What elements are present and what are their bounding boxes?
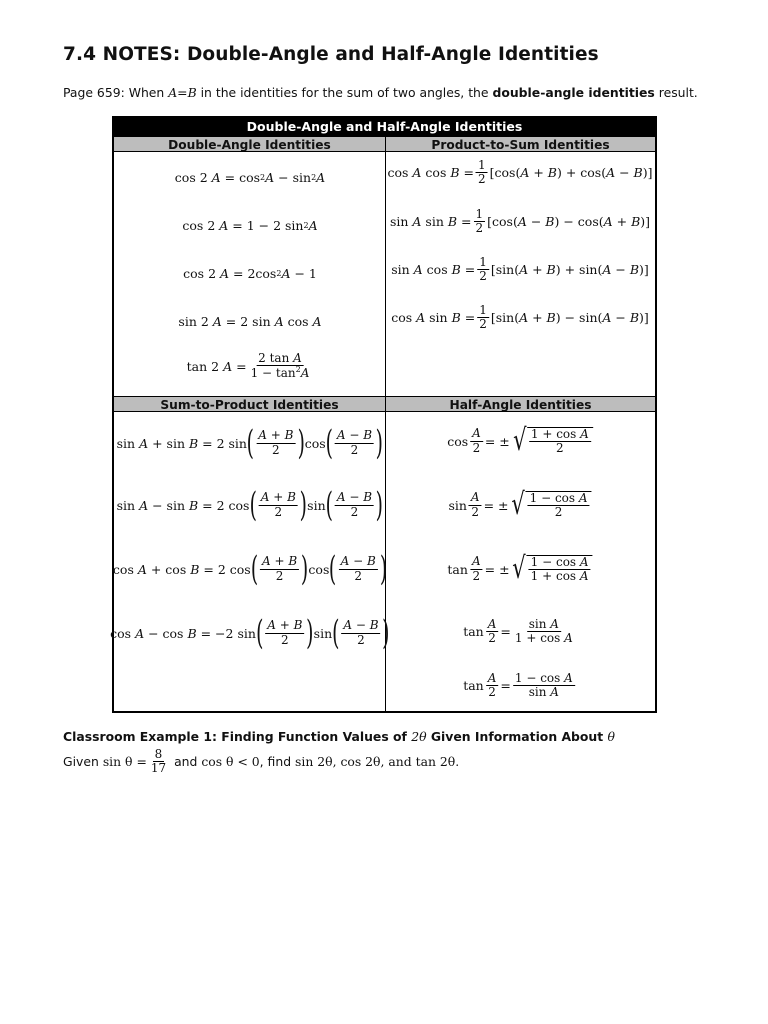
formula-sinasinb: sin A sin B = $\frac{1}{2}$ [cos( A − B ) − cos( A + B )] bbox=[389, 207, 651, 236]
page-title: 7.4 NOTES: Double-Angle and Half-Angle Identities bbox=[63, 44, 599, 65]
header-sum-to-product: Sum-to-Product Identities bbox=[114, 396, 385, 412]
formula-cos-half: cos $\frac{A}{2}$ = ± √ $\frac{\text{1 + cos A}}{2}$ bbox=[447, 426, 593, 456]
formula-sina-minus-sinb: sin A − sin B = 2 cos ( $\frac{A + B}{2}$ ) sin ( $\frac{A - B}{2}$ ) bbox=[116, 485, 384, 525]
formula-cosa-minus-cosb: cos A − cos B = −2 sin ( $\frac{A + B}{2}$ ) sin ( $\frac{A - B}{2}$ ) bbox=[110, 613, 390, 653]
example-find: , find bbox=[259, 754, 292, 770]
formula-cosacosb: cos A cos B = $\frac{1}{2}$ [cos( A + B ) + cos( A − B )] bbox=[387, 158, 653, 187]
example-cos-cond: cos θ < 0 bbox=[201, 754, 260, 770]
example-targets: sin 2θ, cos 2θ, and tan 2θ. bbox=[295, 754, 460, 770]
header-double-angle: Double-Angle Identities bbox=[114, 136, 385, 152]
example-sin-theta: sin θ = bbox=[102, 754, 147, 770]
example-title bbox=[63, 729, 615, 744]
intro-middle: in the identities for the sum of two angles, the bbox=[196, 85, 493, 100]
example-title-math: 2θ bbox=[411, 729, 427, 744]
formula-tan-half-1: tan $\frac{A}{2}$ = $\frac{\text{sin A}}{\text{1 + cos A}}$ bbox=[463, 617, 573, 646]
example-frac-den: 17 bbox=[150, 761, 167, 776]
table-title: Double-Angle and Half-Angle Identities bbox=[114, 118, 655, 136]
formula-sina-plus-sinb: sin A + sin B = 2 sin ( $\frac{A + B}{2}$ ) cos ( $\frac{A - B}{2}$ ) bbox=[116, 423, 384, 463]
intro-bold: double-angle identities bbox=[492, 85, 655, 100]
intro-paragraph bbox=[63, 85, 698, 100]
intro-eq-left: A bbox=[168, 85, 178, 100]
header-product-to-sum: Product-to-Sum Identities bbox=[386, 136, 655, 152]
formula-sin2a: sin 2 A = 2 sin A cos A bbox=[178, 314, 322, 329]
example-text bbox=[63, 748, 459, 775]
formula-cos2a-3: cos 2 A = 2cos 2 A − 1 bbox=[183, 266, 317, 281]
formula-cos2a-2: cos 2 A = 1 − 2 sin 2 A bbox=[182, 218, 318, 233]
formula-sin-half: sin $\frac{A}{2}$ = ± √ $\frac{\text{1 − cos A}}{2}$ bbox=[448, 490, 591, 520]
formula-sinacosb: sin A cos B = $\frac{1}{2}$ [sin( A + B ) + sin( A − B )] bbox=[391, 255, 649, 284]
example-title-theta: θ bbox=[607, 729, 615, 744]
example-title-middle: Given Information About bbox=[426, 729, 608, 744]
intro-eq-right: B bbox=[187, 85, 197, 100]
formula-tan-half-2: tan $\frac{A}{2}$ = $\frac{\text{1 − cos A}}{\text{sin A}}$ bbox=[463, 671, 573, 700]
example-title-before: Classroom Example 1: Finding Function Values of bbox=[63, 729, 412, 744]
header-half-angle: Half-Angle Identities bbox=[386, 396, 655, 412]
intro-eq-sign: = bbox=[177, 85, 188, 100]
identities-table bbox=[112, 116, 657, 713]
intro-after: result. bbox=[654, 85, 698, 100]
example-and: and bbox=[174, 754, 198, 770]
formula-tan-half-root: tan $\frac{A}{2}$ = ± √ $\frac{\text{1 − cos A}}{\text{1 + cos A}}$ bbox=[447, 554, 592, 584]
formula-cosasinb: cos A sin B = $\frac{1}{2}$ [sin( A + B ) − sin( A − B )] bbox=[391, 303, 649, 332]
formula-cosa-plus-cosb: cos A + cos B = 2 cos ( $\frac{A + B}{2}$ ) cos ( $\frac{A - B}{2}$ ) bbox=[112, 549, 388, 589]
intro-before: Page 659: When bbox=[63, 85, 169, 100]
formula-tan2a: tan 2 A = $\frac{\text{2 tan A}}{1 - \tan^2A}$ bbox=[186, 351, 310, 381]
example-fraction bbox=[149, 748, 168, 775]
example-given: Given bbox=[63, 754, 99, 770]
formula-cos2a-1: cos 2 A = cos 2 A − sin 2 A bbox=[174, 170, 326, 185]
example-frac-num: 8 bbox=[154, 747, 163, 761]
